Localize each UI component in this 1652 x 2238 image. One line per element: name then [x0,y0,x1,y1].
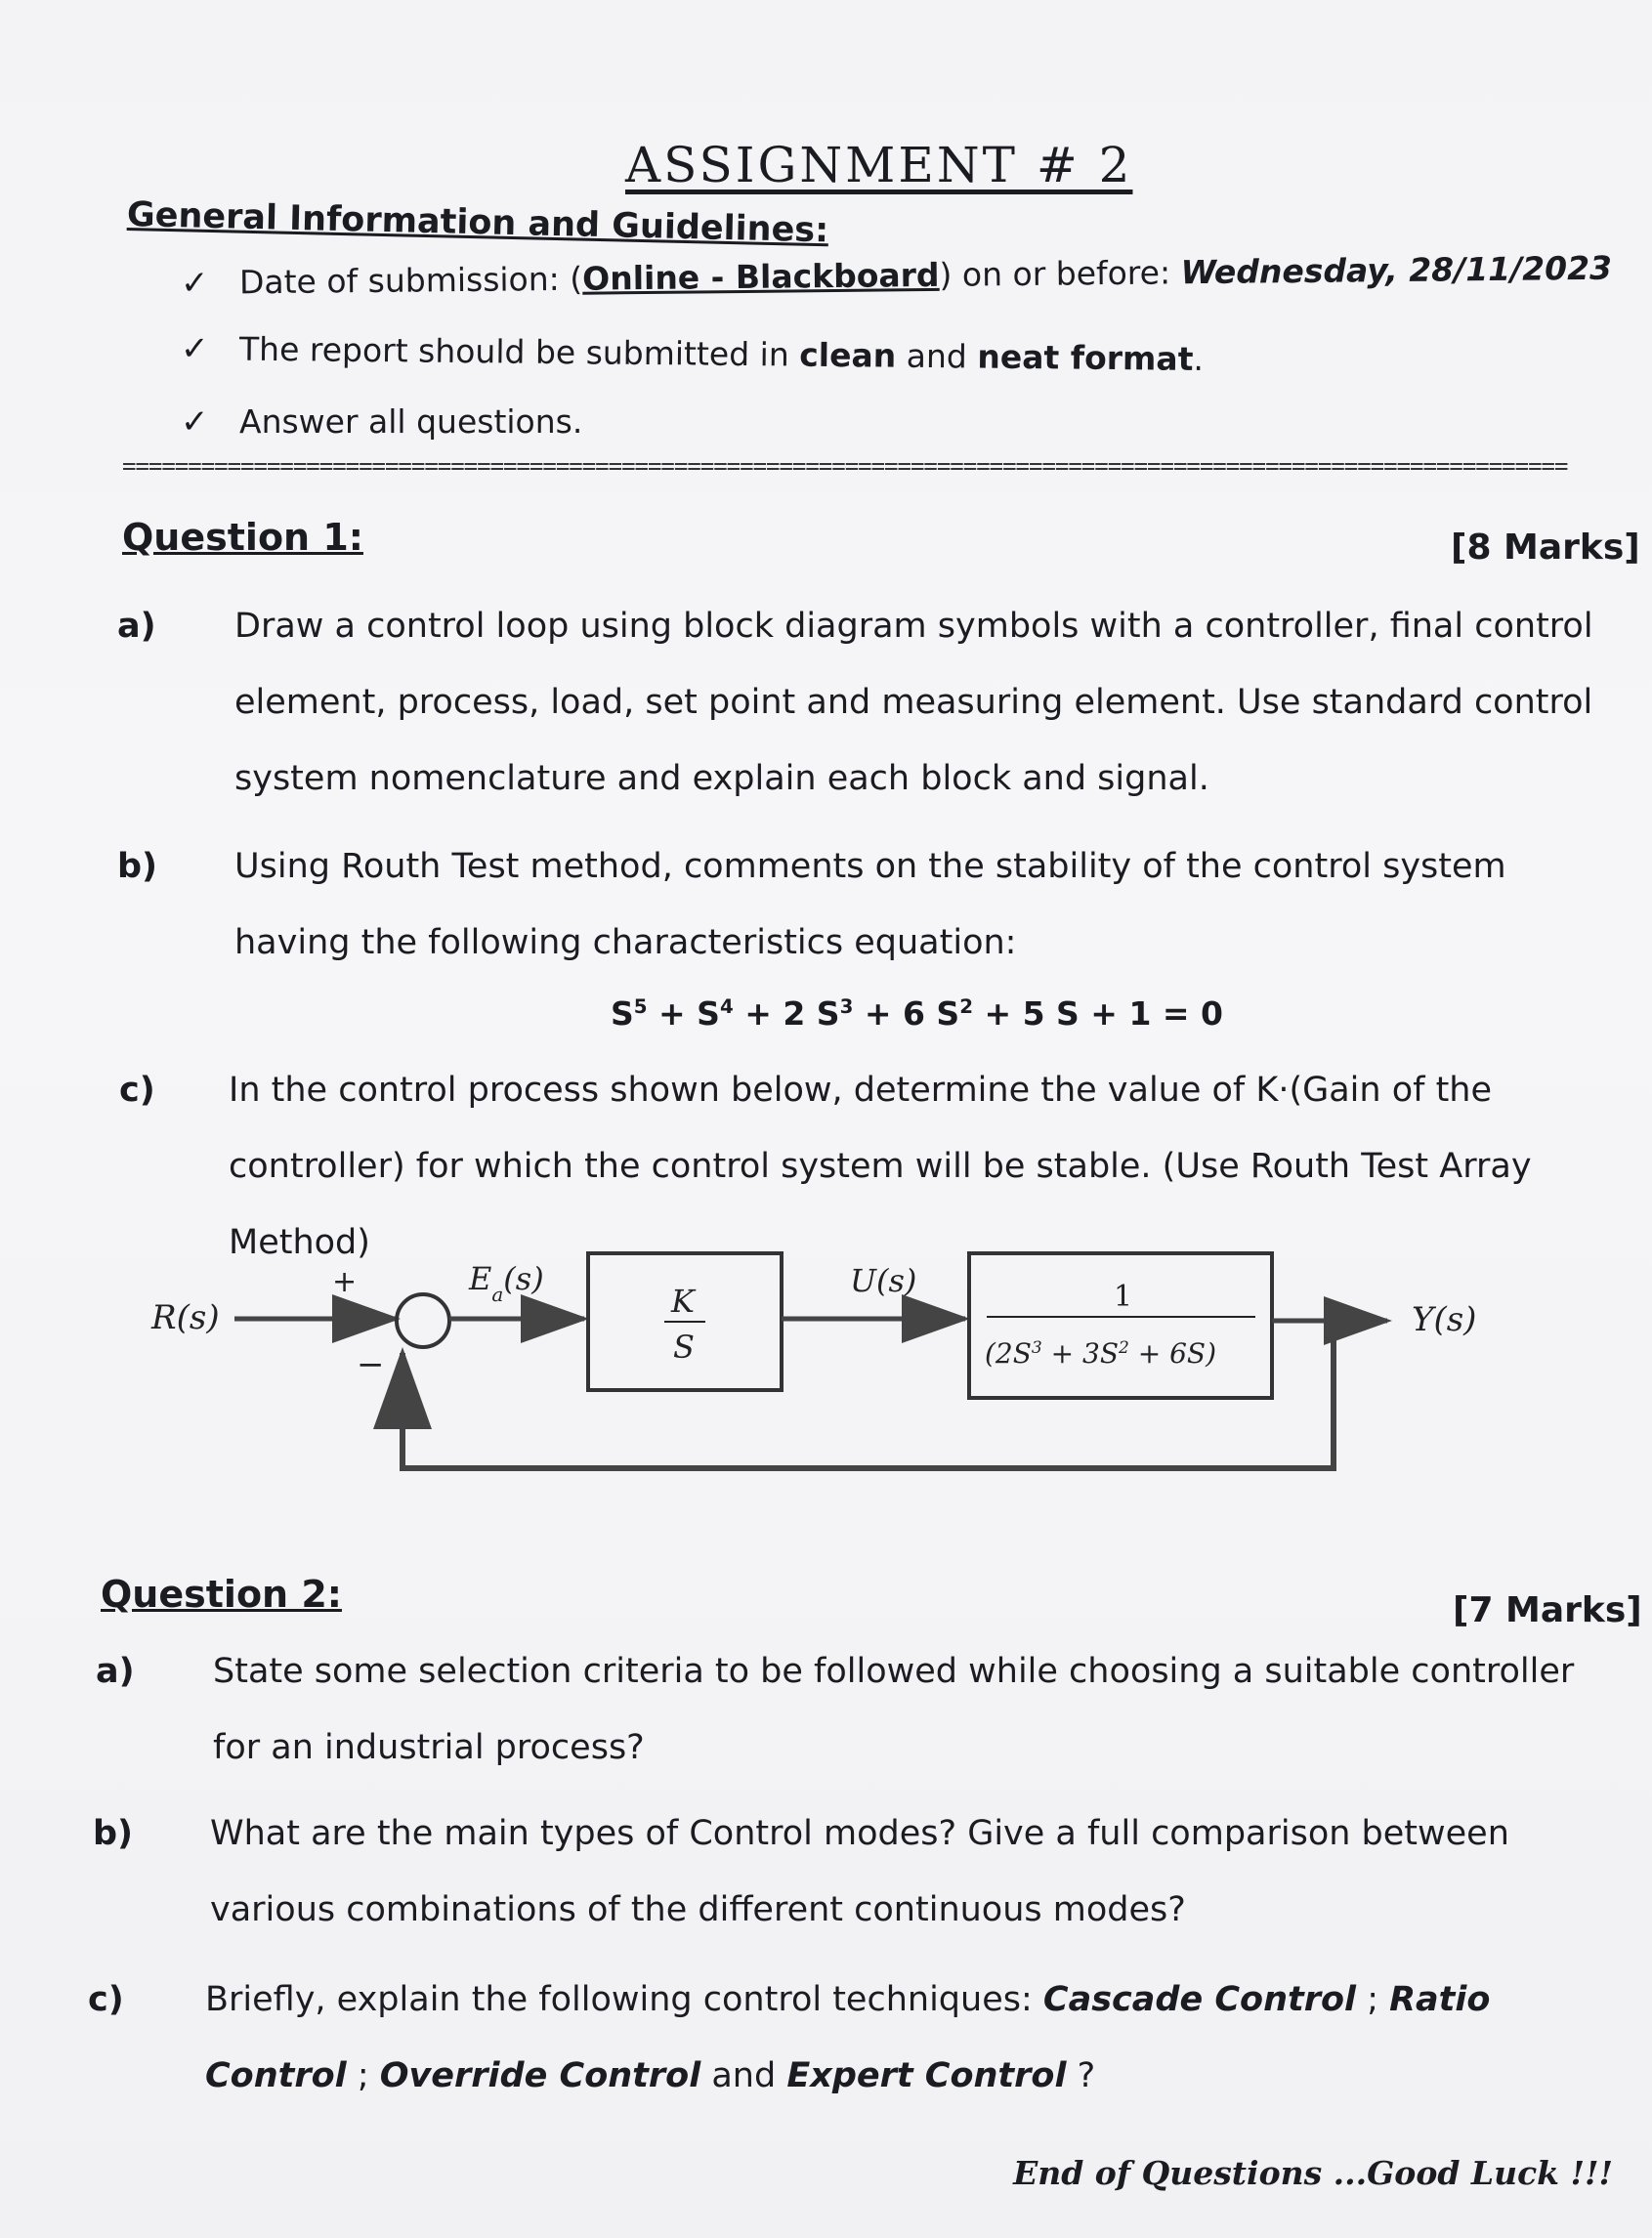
controller-denominator: S [673,1329,695,1366]
input-label: R(s) [151,1298,220,1337]
checkmark-icon: ✓ [180,263,209,303]
controller-numerator: K [671,1283,695,1320]
question2-marks: [7 Marks] [1453,1590,1642,1630]
u-label: U(s) [850,1262,917,1299]
question1-heading: Question 1: [122,516,363,559]
blackboard-link: Online - Blackboard [581,255,940,298]
question1-marks: [8 Marks] [1451,528,1640,568]
question2-part-c: c) Briefly, explain the following control techniques: Cascade Control ; Ratio Control ; Override Control and Expert Control ? [88,1980,1491,2095]
plant-block [969,1253,1272,1398]
question1-part-c: c) In the control process shown below, determine the value of K·(Gain of the controller) for which the control system will be stable. (Use Routh Test Array Method) [119,1071,1532,1262]
error-label: $E_a(s)$ [469,1260,544,1306]
plant-denominator: $(2S^3 + 3S^2 + 6S)$ [985,1337,1217,1370]
question1-part-a: a) Draw a control loop using block diagram symbols with a controller, final control element, process, load, set point and measuring element. Use standard control system nomenclature and explain each block and signal. [117,607,1593,798]
summing-junction [397,1294,449,1347]
output-label: Y(s) [1412,1300,1477,1339]
checkmark-icon: ✓ [180,329,209,369]
footer-text: End of Questions ...Good Luck !!! [1013,2154,1613,2192]
characteristic-equation: $S^5 + S^4 + 2$ $S^3 + 6$ $S^2 + 5$ S + 1 = 0 [611,994,1223,1033]
question2-heading: Question 2: [101,1573,342,1616]
question2-part-b: b) What are the main types of Control modes? Give a full comparison between various combinations of the different continuous modes? [93,1814,1509,1929]
plus-sign: + [332,1265,358,1299]
checkmark-icon: ✓ [181,402,209,442]
submission-date: Wednesday, 28/11/2023 [1180,248,1613,292]
question1-part-b: b) Using Routh Test method, comments on the stability of the control system having the following characteristics equation: [117,847,1506,962]
guideline-item: ✓ The report should be submitted in clean and neat format. [180,329,1205,378]
minus-sign: − [357,1345,385,1384]
page-title: ASSIGNMENT # 2 [625,137,1133,193]
guideline-item: ✓ Answer all questions. [181,402,583,442]
guideline-item: ✓ Date of submission: (Online - Blackboard) on or before: Wednesday, 28/11/2023 [180,248,1613,303]
question2-part-a: a) State some selection criteria to be followed while choosing a suitable controller for an industrial process? [96,1652,1575,1767]
guidelines-heading: General Information and Guidelines: [126,195,829,251]
plant-numerator: 1 [1114,1280,1133,1314]
separator-line: ============================================================================================================== [122,452,1568,480]
block-diagram [147,1211,1534,1485]
